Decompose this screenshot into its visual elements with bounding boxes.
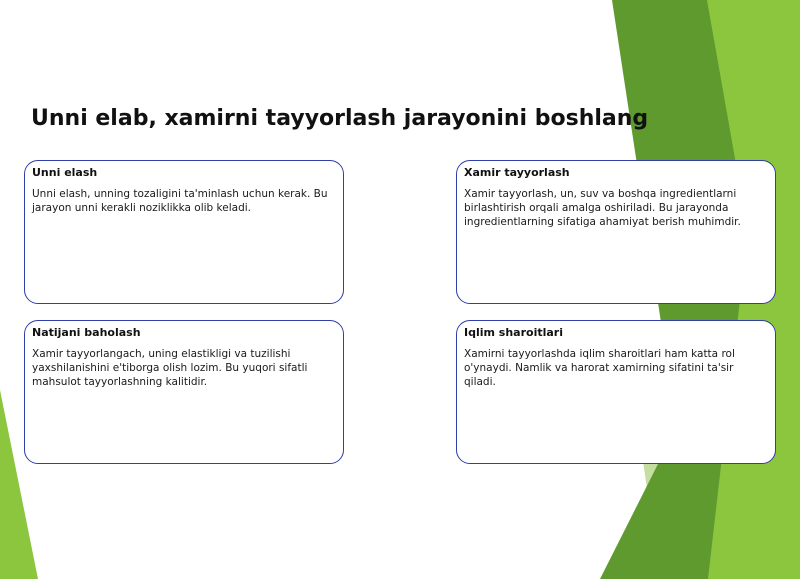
card-body: Xamir tayyorlangach, uning elastikligi va tuzilishi yaxshilanishini e'tiborga olish lozim. Bu yuqori sifatli mahsulot tayyorlashning kalitidir. — [32, 348, 308, 388]
card-title: Natijani baholash — [32, 326, 141, 339]
card-natijani-baholash — [24, 320, 344, 464]
card-iqlim-sharoitlari — [456, 320, 776, 464]
slide-title: Unni elab, xamirni tayyorlash jarayonini boshlang — [31, 106, 649, 131]
card-unni-elash — [24, 160, 344, 304]
card-title: Unni elash — [32, 166, 98, 179]
card-title: Xamir tayyorlash — [464, 166, 570, 179]
card-title: Iqlim sharoitlari — [464, 326, 563, 339]
card-body: Xamirni tayyorlashda iqlim sharoitlari ham katta rol o'ynaydi. Namlik va harorat xamirning sifatini ta'sir qiladi. — [464, 348, 735, 388]
card-xamir-tayyorlash — [456, 160, 776, 304]
card-body: Unni elash, unning tozaligini ta'minlash uchun kerak. Bu jarayon unni kerakli noziklikka olib keladi. — [32, 188, 328, 214]
card-body: Xamir tayyorlash, un, suv va boshqa ingredientlarni birlashtirish orqali amalga oshiriladi. Bu jarayonda ingredientlarning sifatiga ahamiyat berish muhimdir. — [464, 188, 741, 228]
